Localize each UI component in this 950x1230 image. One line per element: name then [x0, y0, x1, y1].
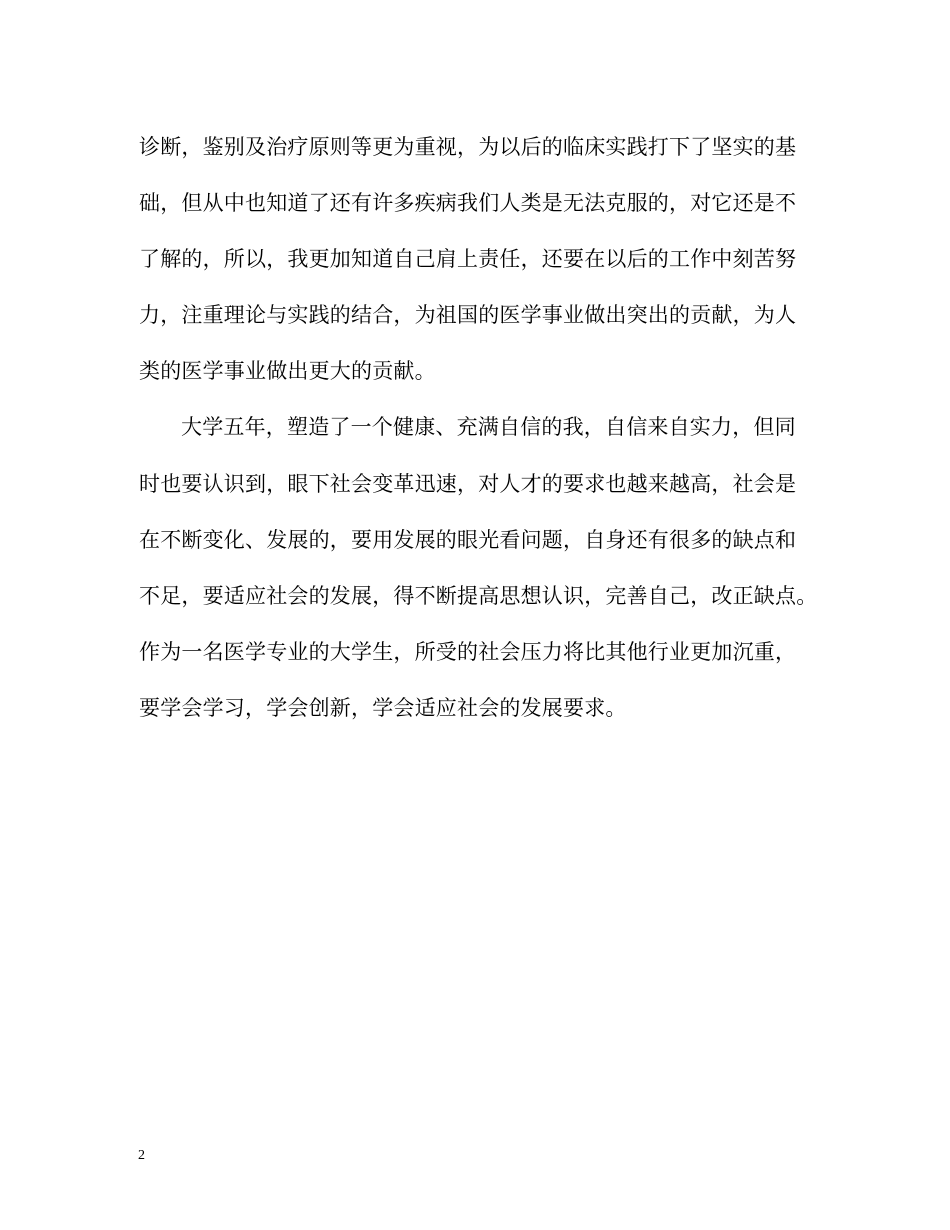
page-number: 2	[138, 1148, 145, 1163]
text-line: 力，注重理论与实践的结合，为祖国的医学事业做出突出的贡献，为人	[139, 303, 797, 328]
text-line: 类的医学事业做出更大的贡献。	[139, 359, 436, 384]
paragraph-first-line: 大学五年，塑造了一个健康、充满自信的我，自信来自实力，但同	[181, 415, 796, 440]
text-line: 作为一名医学专业的大学生，所受的社会压力将比其他行业更加沉重，	[139, 639, 797, 664]
text-line: 时也要认识到，眼下社会变革迅速，对人才的要求也越来越高，社会是	[139, 471, 797, 496]
text-line: 了解的，所以，我更加知道自己肩上责任，还要在以后的工作中刻苦努	[139, 247, 797, 272]
text-line: 不足，要适应社会的发展，得不断提高思想认识，完善自己，改正缺点。	[139, 583, 818, 608]
body-text	[139, 124, 839, 741]
text-line: 础，但从中也知道了还有许多疾病我们人类是无法克服的，对它还是不	[139, 191, 797, 216]
text-line: 诊断，鉴别及治疗原则等更为重视，为以后的临床实践打下了坚实的基	[139, 135, 797, 159]
text-line: 要学会学习，学会创新，学会适应社会的发展要求。	[139, 695, 627, 720]
text-line: 在不断变化、发展的，要用发展的眼光看问题，自身还有很多的缺点和	[139, 527, 797, 552]
